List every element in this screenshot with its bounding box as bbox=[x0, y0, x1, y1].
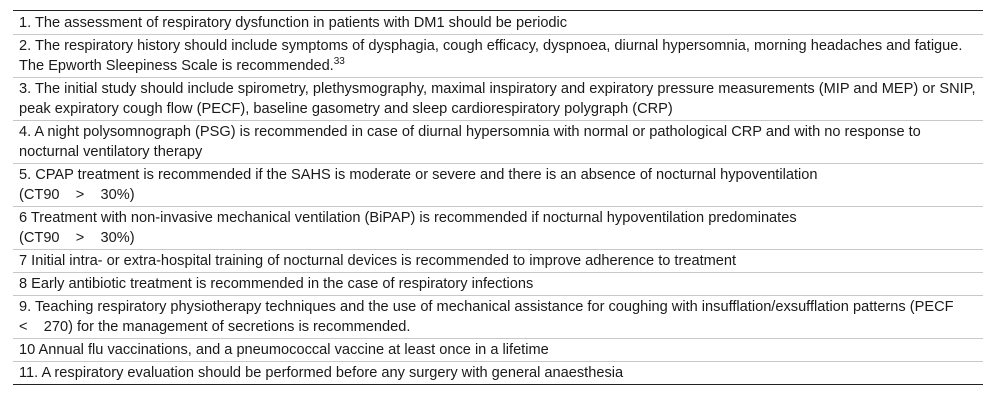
table-row bbox=[13, 362, 983, 385]
recommendation-8 bbox=[13, 273, 983, 296]
table-row bbox=[13, 207, 983, 250]
recommendation-10 bbox=[13, 339, 983, 362]
table-row bbox=[13, 296, 983, 339]
recommendation-2 bbox=[13, 35, 983, 78]
table-row bbox=[13, 121, 983, 164]
recommendation-text: 8 Early antibiotic treatment is recommended in the case of respiratory infections bbox=[19, 276, 534, 292]
recommendation-text: 4. A night polysomnograph (PSG) is recommended in case of diurnal hypersomnia with normal or pathological CRP and with no response to nocturnal ventilatory therapy bbox=[19, 124, 921, 160]
recommendation-9 bbox=[13, 296, 983, 339]
recommendation-3 bbox=[13, 78, 983, 121]
recommendation-4 bbox=[13, 121, 983, 164]
recommendation-1 bbox=[13, 11, 983, 35]
recommendation-text: 3. The initial study should include spirometry, plethysmography, maximal inspiratory and expiratory pressure measurements (MIP and MEP) or SNIP, peak expiratory cough flow (PECF), baseline gasometry and sleep cardiorespiratory polygraph (CRP) bbox=[19, 81, 976, 117]
table-row bbox=[13, 35, 983, 78]
table-row bbox=[13, 78, 983, 121]
recommendation-threshold: (CT90 > 30%) bbox=[19, 187, 135, 203]
recommendation-text: 7 Initial intra- or extra-hospital training of nocturnal devices is recommended to improve adherence to treatment bbox=[19, 253, 737, 269]
recommendation-11 bbox=[13, 362, 983, 385]
recommendation-text: 1. The assessment of respiratory dysfunction in patients with DM1 should be periodic bbox=[19, 15, 568, 31]
table-row bbox=[13, 339, 983, 362]
table-row bbox=[13, 164, 983, 207]
recommendation-7 bbox=[13, 250, 983, 273]
table-row bbox=[13, 273, 983, 296]
recommendation-text: 2. The respiratory history should include symptoms of dysphagia, cough efficacy, dyspnoea, diurnal hypersomnia, morning headaches and fatigue. The Epworth Sleepiness Scale is recommended. bbox=[19, 38, 963, 74]
recommendation-text: 11. A respiratory evaluation should be performed before any surgery with general anaesthesia bbox=[19, 365, 624, 381]
recommendation-5 bbox=[13, 164, 983, 207]
recommendation-text: 5. CPAP treatment is recommended if the SAHS is moderate or severe and there is an absence of nocturnal hypoventilation bbox=[19, 167, 818, 183]
recommendation-6 bbox=[13, 207, 983, 250]
recommendations-table bbox=[13, 10, 983, 385]
recommendation-text: 6 Treatment with non-invasive mechanical ventilation (BiPAP) is recommended if nocturnal hypoventilation predominates bbox=[19, 210, 797, 226]
table-row bbox=[13, 11, 983, 35]
citation-superscript: 33 bbox=[333, 56, 345, 68]
recommendation-threshold: (CT90 > 30%) bbox=[19, 230, 135, 246]
table-row bbox=[13, 250, 983, 273]
recommendations-table-container bbox=[13, 10, 983, 385]
recommendation-text: 9. Teaching respiratory physiotherapy techniques and the use of mechanical assistance for coughing with insufflation/exsufflation patterns (PECF < 270) for the management of secretions is recommended. bbox=[19, 299, 970, 335]
recommendation-text: 10 Annual flu vaccinations, and a pneumococcal vaccine at least once in a lifetime bbox=[19, 342, 549, 358]
